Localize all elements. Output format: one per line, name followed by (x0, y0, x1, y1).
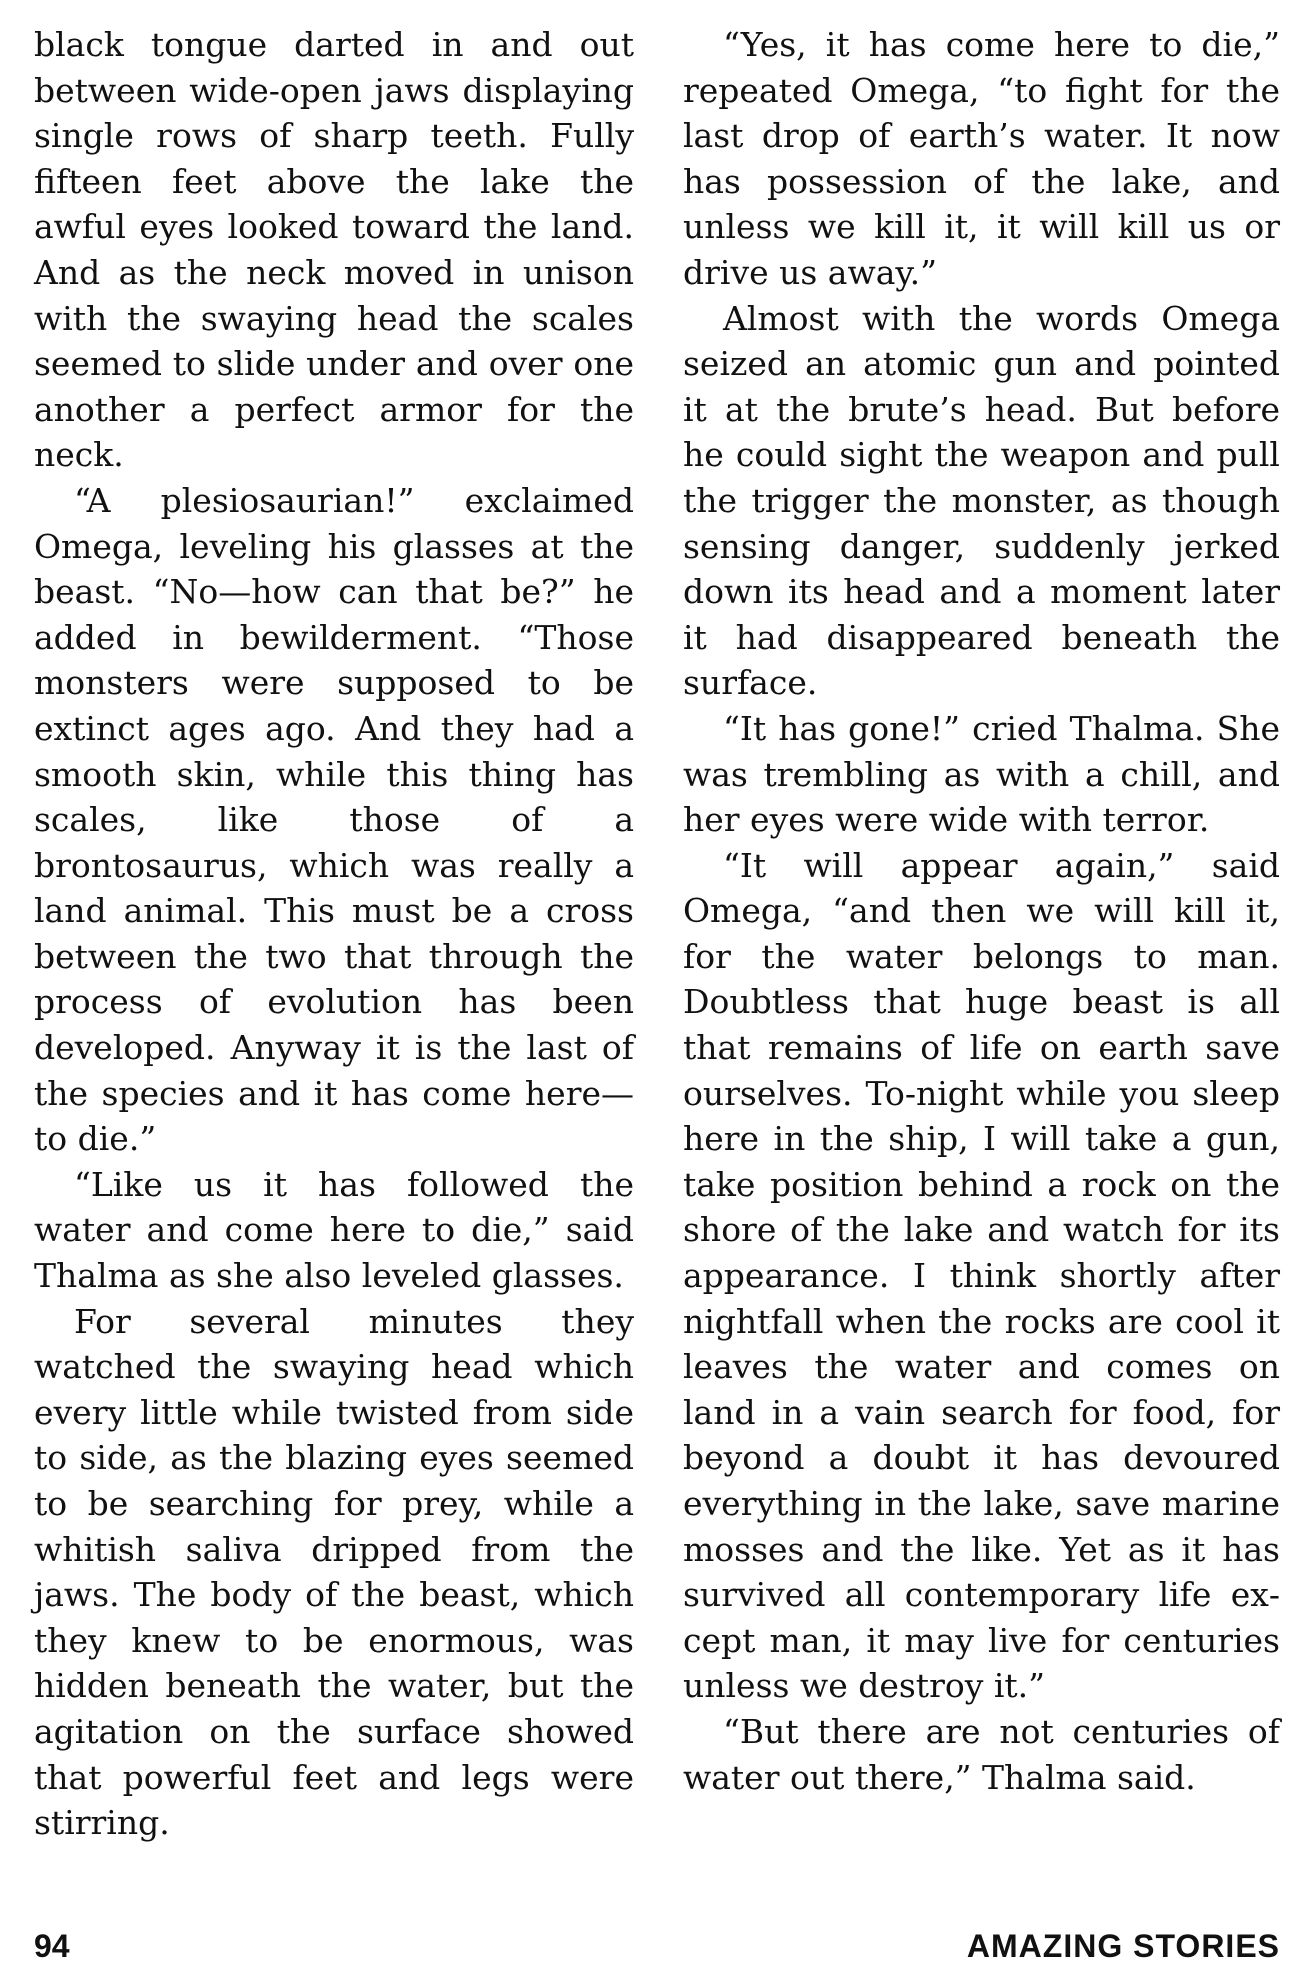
paragraph: Almost with the words Omega seized an atomic gun and pointed it at the brute’s head. But before he could sight the weapon and pull the trigger the monster, as though sensing danger, suddenly jerked down its head and a moment later it had disappeared beneath the surface. (683, 298, 1280, 703)
magazine-title: AMAZING STORIES (966, 1928, 1280, 1964)
right-column (683, 22, 1280, 1800)
paragraph: “It will appear again,” said Omega, “and then we will kill it, for the water belongs to man. Doubtless that huge beast is all that remains of life on earth save ourselves. To-night while you sleep here in the ship, I will take a gun, take position behind a rock on the shore of the lake and watch for its appearance. I think shortly after nightfall when the rocks are cool it leaves the water and comes on land in a vain search for food, for beyond a doubt it has devoured everything in the lake, save marine mosses and the like. Yet as it has survived all contemporary life except man, it may live for centuries unless we destroy it.” (683, 845, 1280, 1706)
paragraph: “It has gone!” cried Thalma. She was trembling as with a chill, and her eyes were wide with terror. (683, 708, 1280, 840)
page-number: 94 (34, 1928, 70, 1964)
left-column (34, 22, 634, 1846)
paragraph: “Like us it has followed the water and come here to die,” said Thalma as she also leveled glasses. (34, 1164, 634, 1296)
paragraph: black tongue darted in and out between wide-open jaws displaying single rows of sharp teeth. Fully fifteen feet above the lake the awful eyes looked toward the land. And as the neck moved in unison with the swaying head the scales seemed to slide under and over one another a perfect armor for the neck. (34, 25, 634, 475)
paragraph: “But there are not centuries of water out there,” Thalma said. (683, 1711, 1280, 1797)
paragraph: For several minutes they watched the swaying head which every little while twisted from side to side, as the blazing eyes seemed to be searching for prey, while a whitish saliva dripped from the jaws. The body of the beast, which they knew to be enormous, was hidden beneath the water, but the agitation on the surface showed that powerful feet and legs were stirring. (34, 1301, 634, 1843)
paragraph: “A plesiosaurian!” exclaimed Omega, leveling his glasses at the beast. “No—how can that be?” he added in bewilderment. “Those monsters were supposed to be extinct ages ago. And they had a smooth skin, while this thing has scales, like those of a brontosaurus, which was really a land animal. This must be a cross between the two that through the process of evolution has been developed. Anyway it is the last of the species and it has come here—to die.” (34, 480, 634, 1159)
paragraph: “Yes, it has come here to die,” repeated Omega, “to fight for the last drop of earth’s water. It now has possession of the lake, and unless we kill it, it will kill us or drive us away.” (683, 25, 1280, 292)
page-footer (0, 1928, 1307, 1968)
